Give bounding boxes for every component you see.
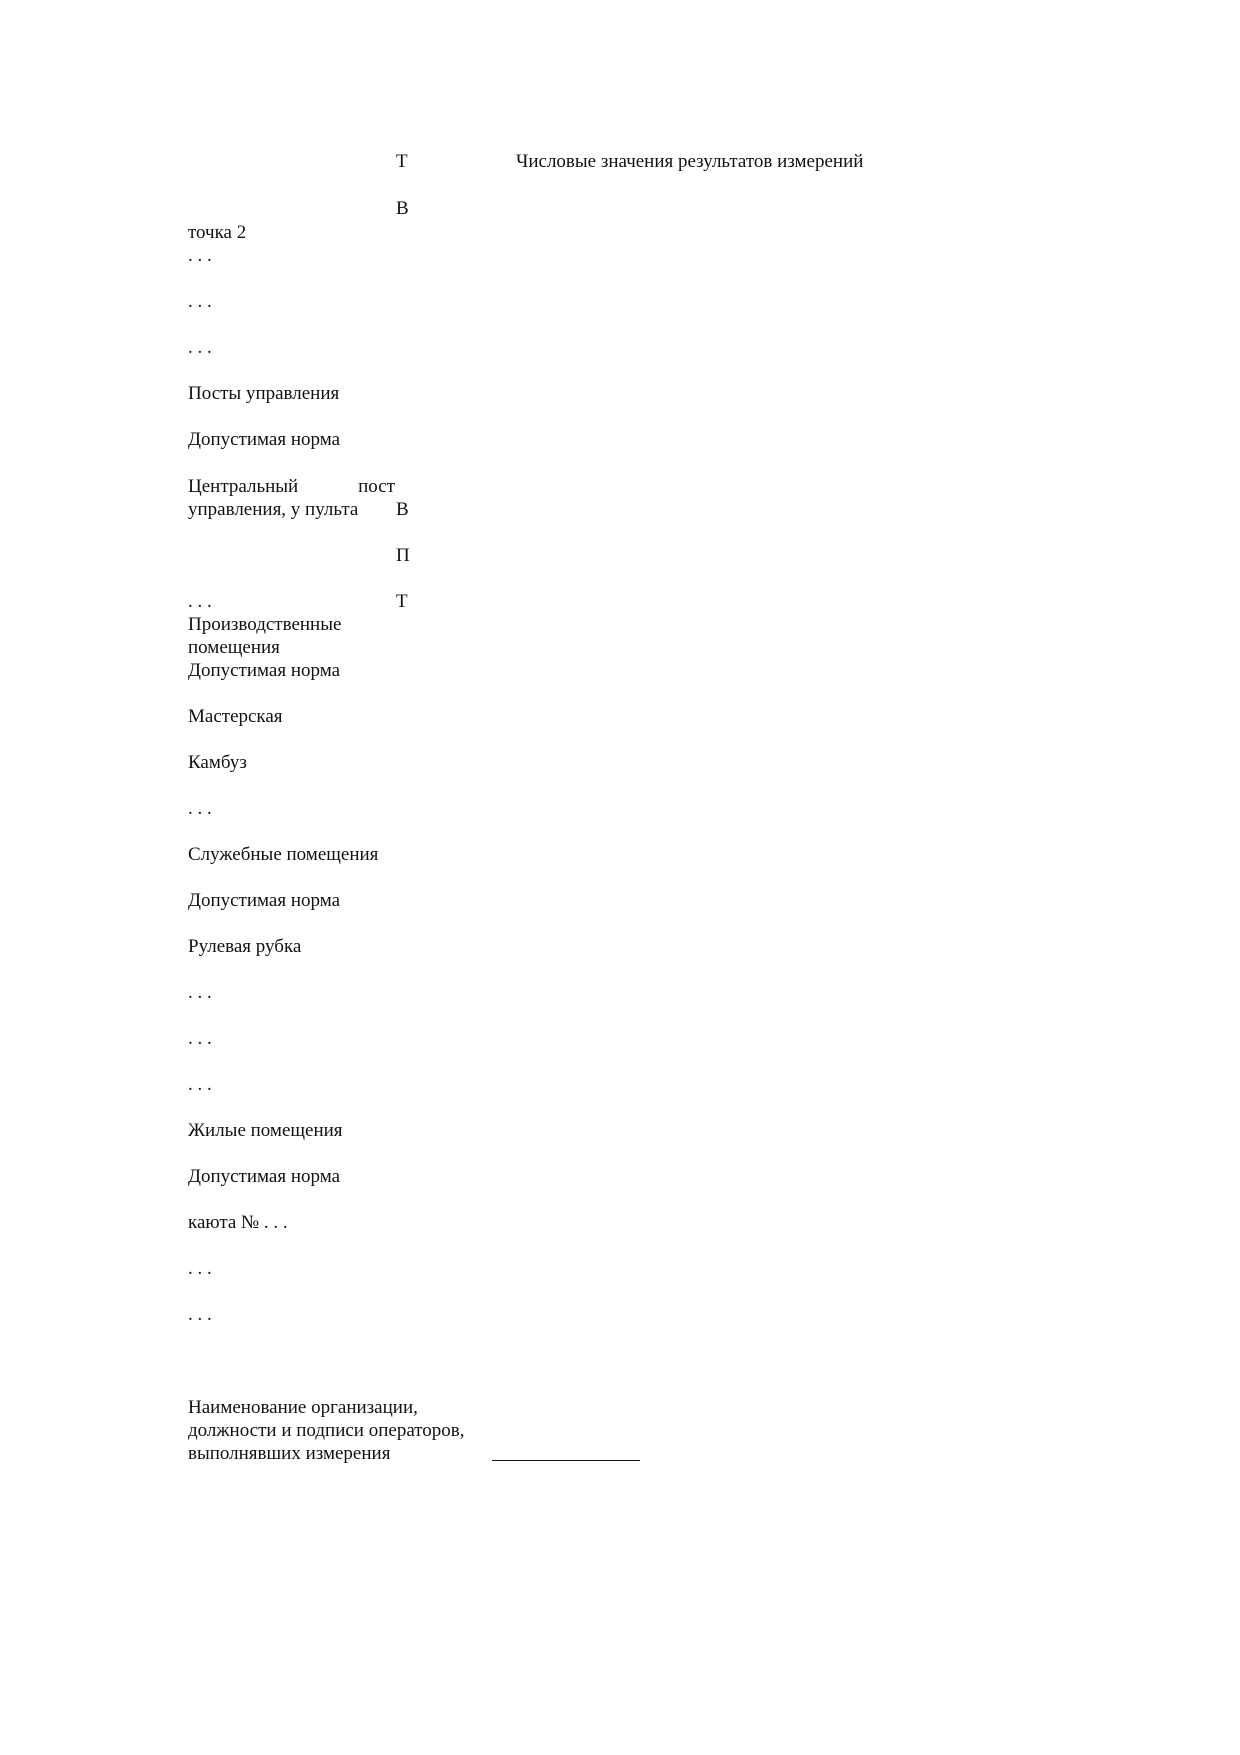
row-ellipsis: . . .	[188, 591, 212, 612]
section-production-line1: Производственные	[188, 614, 342, 635]
mark-v: В	[396, 499, 409, 520]
row-central-post-word2: пост	[358, 476, 395, 497]
row-ellipsis: . . .	[188, 337, 212, 358]
row-ellipsis: . . .	[188, 1304, 212, 1325]
signature-label-line1: Наименование организации,	[188, 1397, 418, 1418]
row-galley: Камбуз	[188, 752, 247, 773]
row-allowed-norm: Допустимая норма	[188, 429, 341, 450]
column-header-t: Т	[396, 151, 408, 172]
row-ellipsis: . . .	[188, 245, 212, 266]
section-control-posts: Посты управления	[188, 383, 340, 404]
row-allowed-norm: Допустимая норма	[188, 660, 341, 681]
signature-label-line3: выполнявших измерения	[188, 1443, 391, 1464]
signature-block	[188, 1396, 465, 1465]
row-allowed-norm: Допустимая норма	[188, 890, 341, 911]
row-allowed-norm: Допустимая норма	[188, 1166, 341, 1187]
section-production-line2: помещения	[188, 637, 280, 658]
column-header-v: В	[396, 198, 409, 219]
signature-line	[492, 1460, 640, 1461]
row-central-post	[188, 475, 395, 498]
row-wheelhouse: Рулевая рубка	[188, 936, 302, 957]
row-point-2: точка 2	[188, 222, 247, 243]
row-ellipsis: . . .	[188, 1028, 212, 1049]
row-cabin: каюта № . . .	[188, 1212, 288, 1233]
row-ellipsis: . . .	[188, 1074, 212, 1095]
row-central-post-line2: управления, у пульта	[188, 499, 359, 520]
mark-p: П	[396, 545, 410, 566]
row-workshop: Мастерская	[188, 706, 283, 727]
row-central-post-word1: Центральный	[188, 476, 299, 497]
mark-t: Т	[396, 591, 408, 612]
row-ellipsis: . . .	[188, 798, 212, 819]
section-living-rooms: Жилые помещения	[188, 1120, 343, 1141]
row-ellipsis: . . .	[188, 1258, 212, 1279]
row-ellipsis: . . .	[188, 291, 212, 312]
row-ellipsis: . . .	[188, 982, 212, 1003]
measurements-title: Числовые значения результатов измерений	[516, 151, 864, 172]
section-service-rooms: Служебные помещения	[188, 844, 379, 865]
signature-label-line2: должности и подписи операторов,	[188, 1420, 465, 1441]
